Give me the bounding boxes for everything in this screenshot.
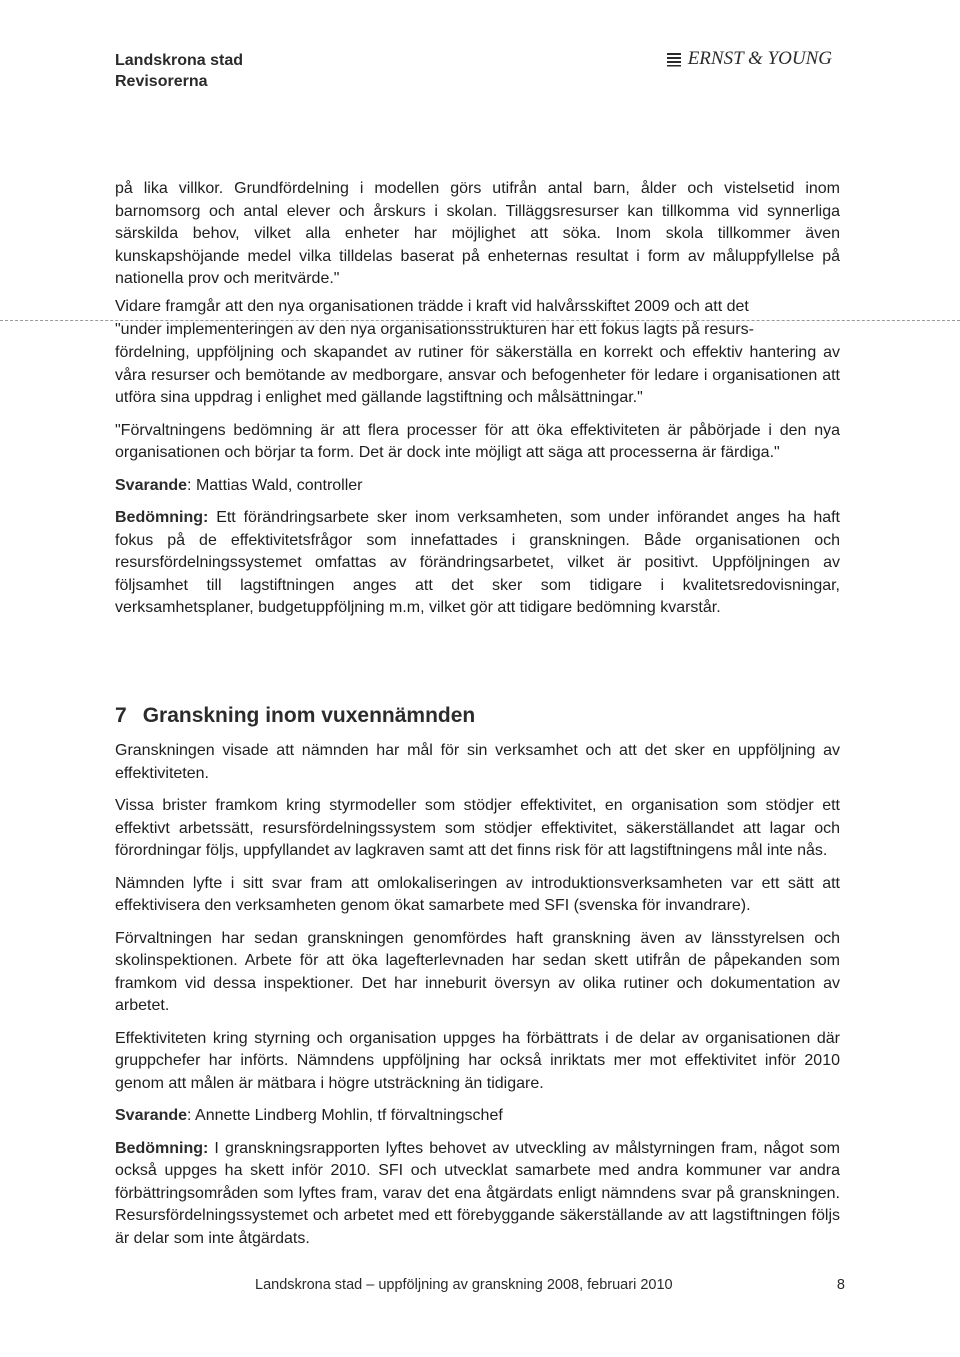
firm-name: ERNST & YOUNG xyxy=(687,48,832,69)
page-number: 8 xyxy=(836,1277,845,1293)
section-paragraph: Nämnden lyfte i sitt svar fram att omlokaliseringen av introduktionsverksamheten var ett sätt att effektivisera den verksamheten genom ökat samarbete med SFI (svenska för invandrare). xyxy=(115,874,840,914)
ey-logo-icon xyxy=(666,51,682,67)
quote-paragraph-2-line-1: Vidare framgår att den nya organisationen trädde i kraft vid halvårsskiftet 2009 och att det xyxy=(115,298,749,315)
svarande-line-1 xyxy=(115,475,840,498)
footer-text: Landskrona stad – uppföljning av granskning 2008, februari 2010 xyxy=(255,1277,673,1293)
dept-name: Revisorerna xyxy=(115,73,208,90)
section-paragraph: Granskningen visade att nämnden har mål för sin verksamhet och att det sker en uppföljning av effektiviteten. xyxy=(115,742,840,782)
header-org-block xyxy=(115,50,243,92)
bedomning-text-2: I granskningsrapporten lyftes behovet av utveckling av målstyrningen fram, något som också uppges ha skett inför 2010. SFI och utvecklat samarbete med andra kommuner var andra förbättringsområden som lyftes fram, varav det ena åtgärdats enligt nämndens svar på granskningen. Resursfördelningssystemet och arbetet med ett förebyggande säkerställande av att lagstiftningen följs är delar som inte åtgärdats. xyxy=(115,1139,840,1247)
svarande-text-2: : Annette Lindberg Mohlin, tf förvaltningschef xyxy=(187,1107,503,1124)
svarande-label-2: Svarande xyxy=(115,1107,188,1124)
bedomning-paragraph-2 xyxy=(115,1138,840,1251)
section-paragraph: Vissa brister framkom kring styrmodeller som stödjer effektivitet, en organisation som stödjer ett effektivt arbetssätt, resursfördelningssystem som stödjer effektivitet, säkerställandet att lagar och förordningar följs, uppfyllandet av lagkraven samt att det finns risk för att lagstiftningens mål inte nås. xyxy=(115,797,840,859)
quote-paragraph-2-rest: fördelning, uppföljning och skapandet av rutiner för säkerställa en korrekt och effektiv hantering av våra resurser och bemötande av medborgare, ansvar och befogenheter för ledare i organisationen att utföra sina uppdrag i enlighet med gällande lagstiftning och målsättningar." xyxy=(115,344,840,406)
section-number: 7 xyxy=(115,704,127,727)
section-paragraph: Effektiviteten kring styrning och organisation uppges ha förbättrats i de delar av organisationen där gruppchefer har införts. Nämndens uppföljning har också inriktats mer mot effektivitet inför 2010 genom att målen är mätbara i högre utsträckning än tidigare. xyxy=(115,1029,840,1092)
middle-text-block xyxy=(115,342,840,620)
svarande-text-1: : Mattias Wald, controller xyxy=(187,476,363,494)
section-body xyxy=(115,740,840,1250)
bedomning-paragraph-1 xyxy=(115,507,840,620)
page-footer xyxy=(255,1277,845,1293)
quote-paragraph-2-line-2: "under implementeringen av den nya organisationsstrukturen har ett fokus lagts på resurs- xyxy=(115,321,754,338)
svarande-label-1: Svarande xyxy=(115,476,188,494)
section-paragraph: Förvaltningen har sedan granskningen genomfördes haft granskning även av länsstyrelsen och skolinspektionen. Arbete för att öka lagefterlevnaden har sedan skett utifrån de påpekanden som framkom vid dessa inspektioner. Det har inneburit översyn av olika rutiner och dokumentation av arbetet. xyxy=(115,929,840,1014)
section-heading xyxy=(115,704,475,728)
quote-paragraph-1: på lika villkor. Grundfördelning i modellen görs utifrån antal barn, ålder och vistelsetid inom barnomsorg och antal elever och årskurs i skolan. Tilläggsresurser kan tillkomma vid synnerliga särskilda behov, vilket alla enheter har möjlighet att söka. Inom skola tillkommer även kunskapshöjande medel vilka tilldelas baserat på enheternas resultat i form av måluppfyllelse på nationella prov och meritvärde." xyxy=(115,180,840,287)
svarande-line-2 xyxy=(115,1105,840,1128)
bedomning-text-1: Ett förändringsarbete sker inom verksamheten, som under införandet anges ha haft fokus på de effektivitetsfrågor som innefattades i granskningen. Både organisationen och resursfördelningssystemet omfattas av förändringsarbetet, vilket är positivt. Uppföljningen av följsamhet till lagstiftningen anges att det sker som tidigare i kvalitetsredovisningar, verksamhetsplaner, budgetuppföljning m.m, vilket gör att tidigare bedömning kvarstår. xyxy=(115,509,840,616)
section-title: Granskning inom vuxennämnden xyxy=(142,704,476,727)
firm-logo xyxy=(666,48,832,70)
bedomning-label-2: Bedömning: xyxy=(115,1139,209,1157)
intro-paragraph-block xyxy=(115,178,840,291)
quote-paragraph-3: "Förvaltningens bedömning är att flera processer för att öka effektiviteten är påbörjade i den nya organisationen och börjar ta form. Det är dock inte möjligt att säga att processerna är färdiga." xyxy=(115,421,840,461)
org-name: Landskrona stad xyxy=(115,52,244,69)
bedomning-label-1: Bedömning: xyxy=(115,509,209,526)
